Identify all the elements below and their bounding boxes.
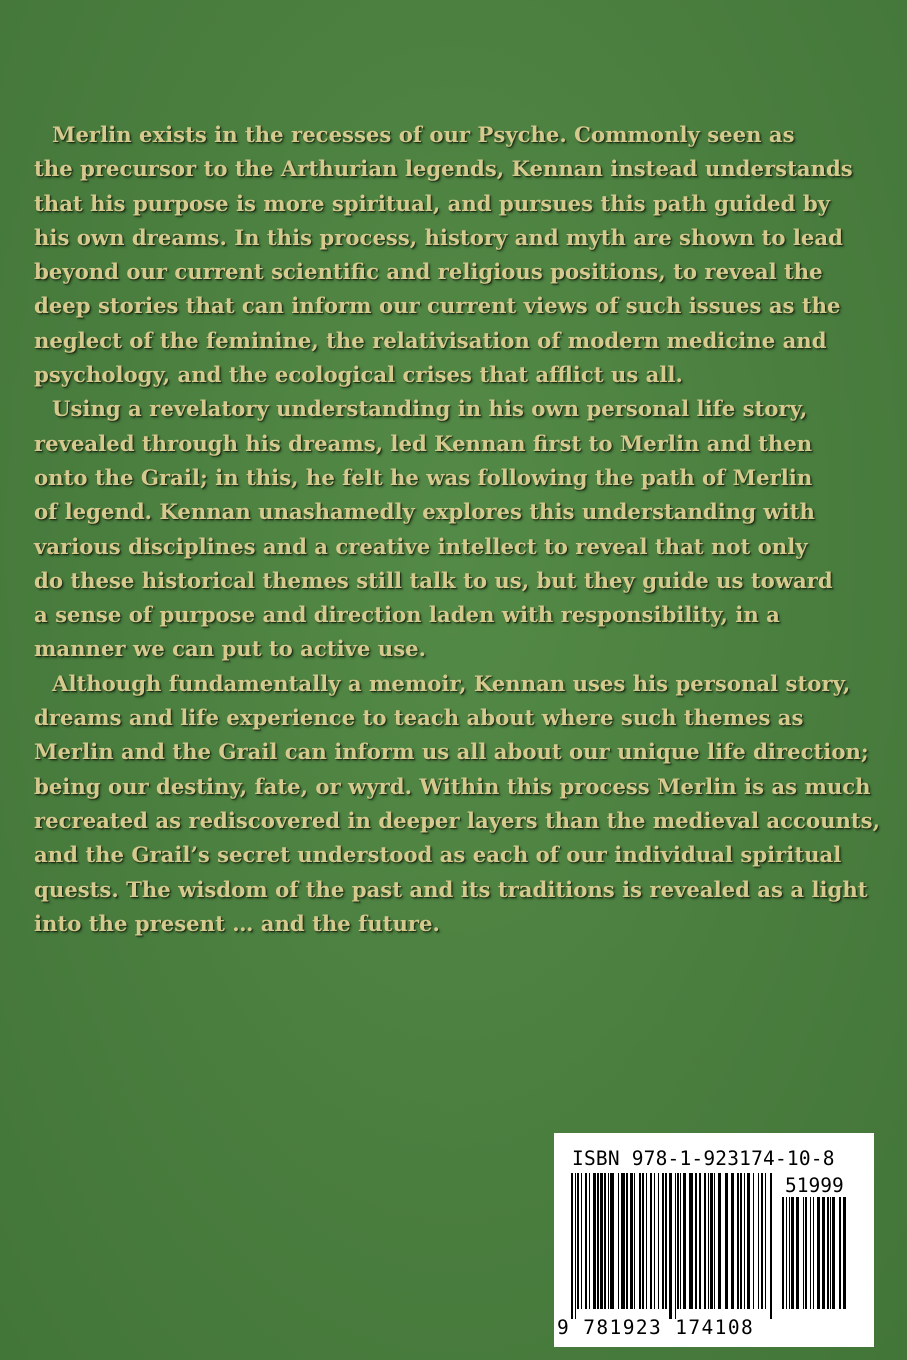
blurb-line: do these historical themes still talk to us, but they guide us toward bbox=[34, 567, 833, 593]
barcode-bar bbox=[581, 1173, 582, 1309]
barcode-bar bbox=[571, 1173, 573, 1319]
barcode-bar bbox=[650, 1173, 652, 1309]
barcode-bar bbox=[646, 1173, 647, 1309]
blurb-line: the precursor to the Arthurian legends, Kennan instead understands bbox=[34, 156, 853, 182]
barcode-bar bbox=[791, 1197, 794, 1309]
barcode-bar bbox=[770, 1173, 772, 1319]
isbn-label: ISBN 978-1-923174-10-8 bbox=[572, 1147, 835, 1170]
barcode-panel bbox=[554, 1133, 874, 1347]
blurb-line: Using a revelatory understanding in his own personal life story, bbox=[52, 396, 808, 422]
blurb-line: dreams and life experience to teach about where such themes as bbox=[34, 705, 804, 731]
barcode-bar bbox=[689, 1173, 693, 1309]
barcode-bar bbox=[803, 1197, 804, 1309]
blurb-line: his own dreams. In this process, history and myth are shown to lead bbox=[34, 224, 843, 250]
barcode-bar bbox=[626, 1173, 628, 1309]
blurb-line: into the present … and the future. bbox=[34, 910, 440, 936]
barcode-bar bbox=[817, 1197, 820, 1309]
ean-digits: 9 781923 174108 bbox=[557, 1316, 755, 1339]
barcode-bar bbox=[710, 1173, 713, 1309]
barcode-bar bbox=[810, 1197, 811, 1309]
barcode-bar bbox=[634, 1173, 635, 1309]
barcode-bar bbox=[669, 1173, 672, 1319]
blurb-line: manner we can put to active use. bbox=[34, 636, 426, 662]
barcode-bar bbox=[683, 1173, 686, 1309]
blurb-line: revealed through his dreams, led Kennan first to Merlin and then bbox=[34, 430, 813, 456]
blurb-line: a sense of purpose and direction laden with responsibility, in a bbox=[34, 602, 780, 628]
blurb-line: and the Grail’s secret understood as each of our individual spiritual bbox=[34, 842, 842, 868]
barcode-bar bbox=[699, 1173, 701, 1309]
blurb-line: of legend. Kennan unashamedly explores this understanding with bbox=[34, 499, 815, 525]
barcode-bar bbox=[740, 1173, 742, 1309]
barcode-bar bbox=[585, 1173, 587, 1309]
barcode-bar bbox=[830, 1197, 831, 1309]
barcode-bar bbox=[761, 1173, 763, 1309]
barcode-bar bbox=[789, 1197, 790, 1309]
blurb-line: Although fundamentally a memoir, Kennan uses his personal story, bbox=[52, 670, 851, 696]
blurb-line: quests. The wisdom of the past and its traditions is revealed as a light bbox=[34, 876, 868, 902]
barcode-bar bbox=[725, 1173, 728, 1309]
barcode-bar bbox=[822, 1197, 825, 1309]
blurb-line: Merlin exists in the recesses of our Psyche. Commonly seen as bbox=[52, 122, 795, 147]
barcode-bar bbox=[714, 1173, 715, 1309]
barcode-bar bbox=[832, 1197, 835, 1309]
barcode-bar bbox=[608, 1173, 609, 1309]
barcode-bar bbox=[718, 1173, 721, 1309]
blurb-line: recreated as rediscovered in deeper layers than the medieval accounts, bbox=[34, 807, 880, 833]
barcode-bar bbox=[600, 1173, 603, 1309]
barcode-bar bbox=[839, 1197, 841, 1309]
blurb-line: various disciplines and a creative intellect to reveal that not only bbox=[34, 533, 808, 559]
barcode-bar bbox=[642, 1173, 644, 1309]
barcode-bar bbox=[737, 1173, 739, 1309]
barcode-bar bbox=[786, 1197, 787, 1309]
barcode-bar bbox=[604, 1173, 606, 1309]
barcode-bar bbox=[618, 1173, 619, 1309]
blurb-line: onto the Grail; in this, he felt he was following the path of Merlin bbox=[34, 464, 813, 490]
barcode-bar bbox=[782, 1197, 784, 1309]
addon-barcode bbox=[782, 1197, 846, 1319]
barcode-bar bbox=[639, 1173, 641, 1309]
barcode-bar bbox=[827, 1197, 829, 1309]
barcode-bar bbox=[577, 1173, 579, 1309]
barcode-bar bbox=[593, 1173, 596, 1309]
barcode-bar bbox=[589, 1173, 590, 1309]
blurb-line: being our destiny, fate, or wyrd. Within this process Merlin is as much bbox=[34, 773, 871, 799]
price-code: 51999 bbox=[785, 1174, 844, 1197]
barcode-bar bbox=[708, 1173, 709, 1309]
back-cover-blurb bbox=[34, 118, 880, 941]
barcode-bar bbox=[747, 1173, 750, 1309]
blurb-line: beyond our current scientific and religious positions, to reveal the bbox=[34, 259, 823, 285]
barcode-bar bbox=[695, 1173, 697, 1309]
barcode-bar bbox=[665, 1173, 667, 1309]
barcode-bar bbox=[731, 1173, 734, 1309]
ean-barcode bbox=[571, 1173, 775, 1319]
barcode-bar bbox=[621, 1173, 625, 1309]
barcode-bar bbox=[654, 1173, 655, 1309]
barcode-bar bbox=[610, 1173, 614, 1309]
barcode-bar bbox=[796, 1197, 799, 1309]
barcode-bar bbox=[675, 1173, 676, 1319]
barcode-bar bbox=[630, 1173, 633, 1309]
barcode-bar bbox=[753, 1173, 754, 1309]
blurb-line: that his purpose is more spiritual, and pursues this path guided by bbox=[34, 190, 830, 216]
barcode-bar bbox=[813, 1197, 814, 1309]
blurb-line: psychology, and the ecological crises that afflict us all. bbox=[34, 362, 683, 388]
barcode-bar bbox=[658, 1173, 659, 1309]
barcode-bar bbox=[597, 1173, 599, 1309]
blurb-line: neglect of the feminine, the relativisation of modern medicine and bbox=[34, 327, 827, 353]
blurb-line: Merlin and the Grail can inform us all about our unique life direction; bbox=[34, 739, 869, 765]
barcode-bar bbox=[575, 1173, 576, 1319]
barcode-bar bbox=[758, 1173, 759, 1309]
barcode-bar bbox=[677, 1173, 679, 1309]
barcode-bar bbox=[805, 1197, 807, 1309]
barcode-bar bbox=[843, 1197, 846, 1309]
blurb-line: deep stories that can inform our current views of such issues as the bbox=[34, 293, 841, 319]
barcode-bar bbox=[765, 1173, 766, 1309]
barcode-bar bbox=[744, 1173, 745, 1309]
barcode-bar bbox=[662, 1173, 664, 1309]
barcode-bar bbox=[704, 1173, 706, 1309]
barcode-bar bbox=[680, 1173, 681, 1309]
